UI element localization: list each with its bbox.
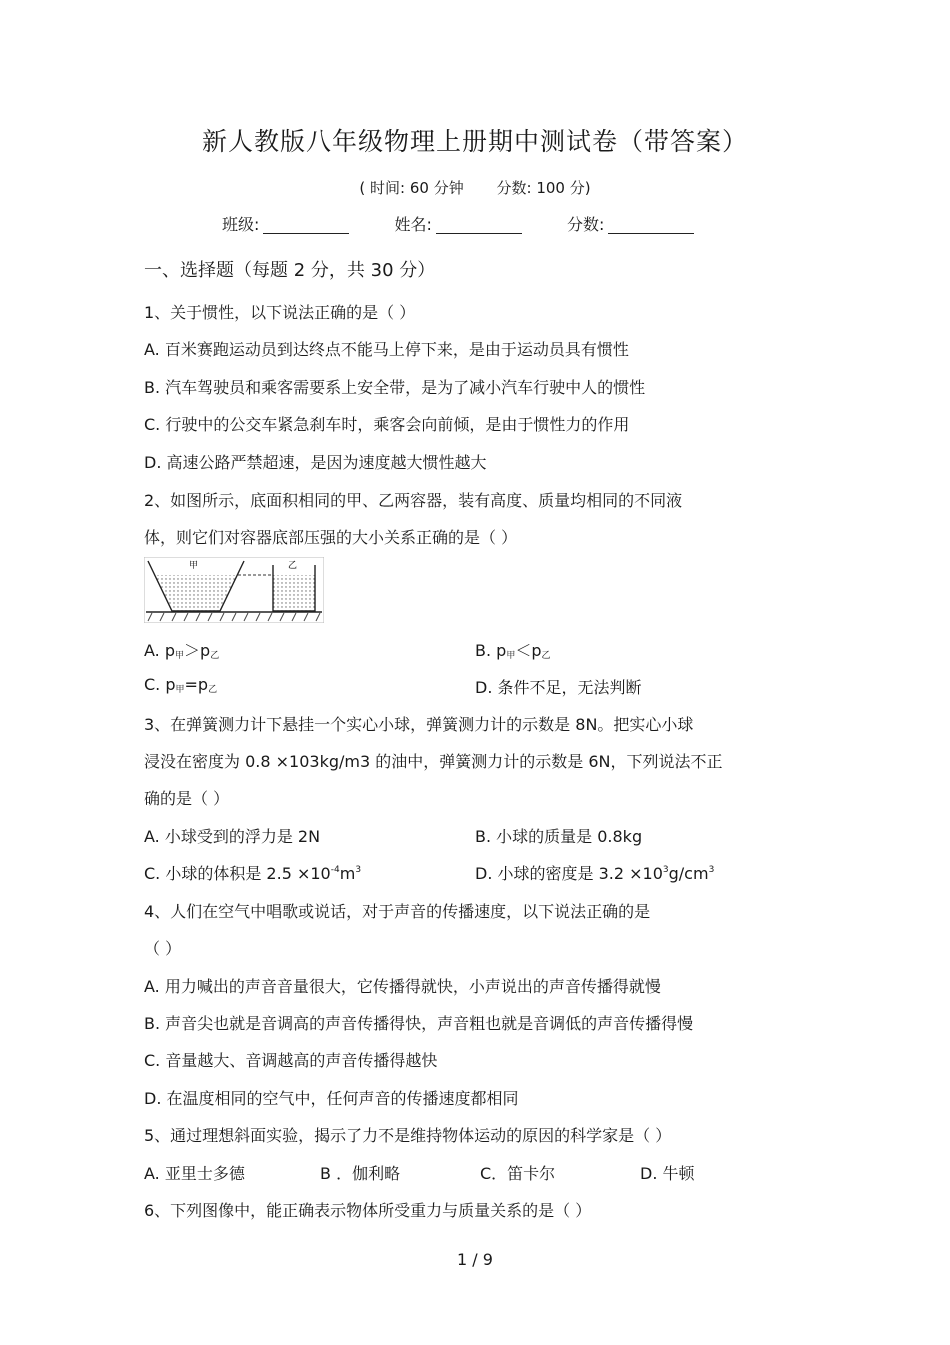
question-2-option-d: D. 条件不足，无法判断 (475, 678, 642, 697)
question-3-option-b: B. 小球的质量是 0.8kg (475, 827, 643, 846)
name-field (395, 212, 522, 235)
student-info (222, 212, 734, 235)
question-3-stem-line2: 浸没在密度为 0.8 ×103kg/m3 的油中，弹簧测力计的示数是 6N，下列说法不正 (144, 752, 723, 771)
question-3-stem-line1: 3、在弹簧测力计下悬挂一个实心小球，弹簧测力计的示数是 8N。把实心小球 (144, 715, 694, 734)
ground-hatching (148, 613, 320, 621)
question-4-option-a: A. 用力喊出的声音音量很大，它传播得就快，小声说出的声音传播得就慢 (144, 977, 661, 996)
question-2-option-c: C. $p_甲=p_乙$ (144, 675, 218, 695)
question-5-option-c: C．笛卡尔 (480, 1164, 556, 1183)
question-2-option-b: B. $p_甲<p_乙$ (475, 641, 551, 661)
question-3-option-a: A. 小球受到的浮力是 2N (144, 827, 321, 846)
class-field (222, 212, 349, 235)
question-4-option-c: C. 音量越大、音调越高的声音传播得越快 (144, 1051, 438, 1070)
question-1-option-b: B. 汽车驾驶员和乘客需要系上安全带，是为了减小汽车行驶中人的惯性 (144, 378, 646, 397)
question-5-option-a: A. 亚里士多德 (144, 1164, 245, 1183)
container-figure (144, 557, 324, 623)
question-4-option-b: B. 声音尖也就是音调高的声音传播得快，声音粗也就是音调低的声音传播得慢 (144, 1014, 694, 1033)
exam-subtitle (0, 177, 950, 198)
class-blank (263, 215, 349, 234)
question-5-option-b: B ．伽利略 (320, 1164, 401, 1183)
question-1-stem: 1、关于惯性，以下说法正确的是（ ） (144, 303, 416, 322)
score-field (567, 212, 694, 235)
total-score: 分数: 100 分) (496, 179, 591, 197)
question-1-option-d: D. 高速公路严禁超速，是因为速度越大惯性越大 (144, 453, 487, 472)
question-1-option-a: A. 百米赛跑运动员到达终点不能马上停下来，是由于运动员具有惯性 (144, 340, 629, 359)
question-1-option-c: C. 行驶中的公交车紧急刹车时，乘客会向前倾，是由于惯性力的作用 (144, 415, 630, 434)
label-jia: 甲 (189, 561, 199, 571)
question-4-stem-line1: 4、人们在空气中唱歌或说话，对于声音的传播速度，以下说法正确的是 (144, 902, 651, 921)
name-label: 姓名: (394, 215, 432, 234)
time-limit: ( 时间: 60 分钟 (359, 179, 464, 197)
question-2-option-a: A. $p_甲>p_乙$ (144, 641, 220, 661)
question-3-option-d: D. 小球的密度是 $3.2 \times 10^3g/cm^3$ (475, 864, 715, 883)
question-5-options (144, 1161, 695, 1184)
question-2-stem-line2: 体，则它们对容器底部压强的大小关系正确的是（ ） (144, 528, 518, 547)
question-4-option-d: D. 在温度相同的空气中，任何声音的传播速度都相同 (144, 1089, 519, 1108)
score-blank (608, 215, 694, 234)
question-5-option-d: D. 牛顿 (640, 1164, 695, 1183)
question-2-stem-line1: 2、如图所示，底面积相同的甲、乙两容器，装有高度、质量均相同的不同液 (144, 491, 683, 510)
liquid-yi (273, 575, 315, 611)
page-number: 1 / 9 (457, 1250, 493, 1269)
question-3-stem-line3: 确的是（ ） (144, 789, 230, 808)
score-label: 分数: (567, 215, 605, 234)
page-title: 新人教版八年级物理上册期中测试卷（带答案） (201, 127, 748, 156)
question-3-option-c: C. 小球的体积是 $2.5 \times 10^{-4}m^3$ (144, 864, 362, 883)
liquid-jia (154, 575, 238, 611)
question-6-stem: 6、下列图像中，能正确表示物体所受重力与质量关系的是（ ） (144, 1201, 592, 1220)
label-yi: 乙 (288, 561, 298, 571)
class-label: 班级: (222, 215, 260, 234)
question-5-stem: 5、通过理想斜面实验，揭示了力不是维持物体运动的原因的科学家是（ ） (144, 1126, 672, 1145)
name-blank (436, 215, 522, 234)
section-heading: 一、选择题（每题 2 分，共 30 分） (144, 260, 436, 281)
question-4-stem-line2: （ ） (144, 939, 182, 958)
